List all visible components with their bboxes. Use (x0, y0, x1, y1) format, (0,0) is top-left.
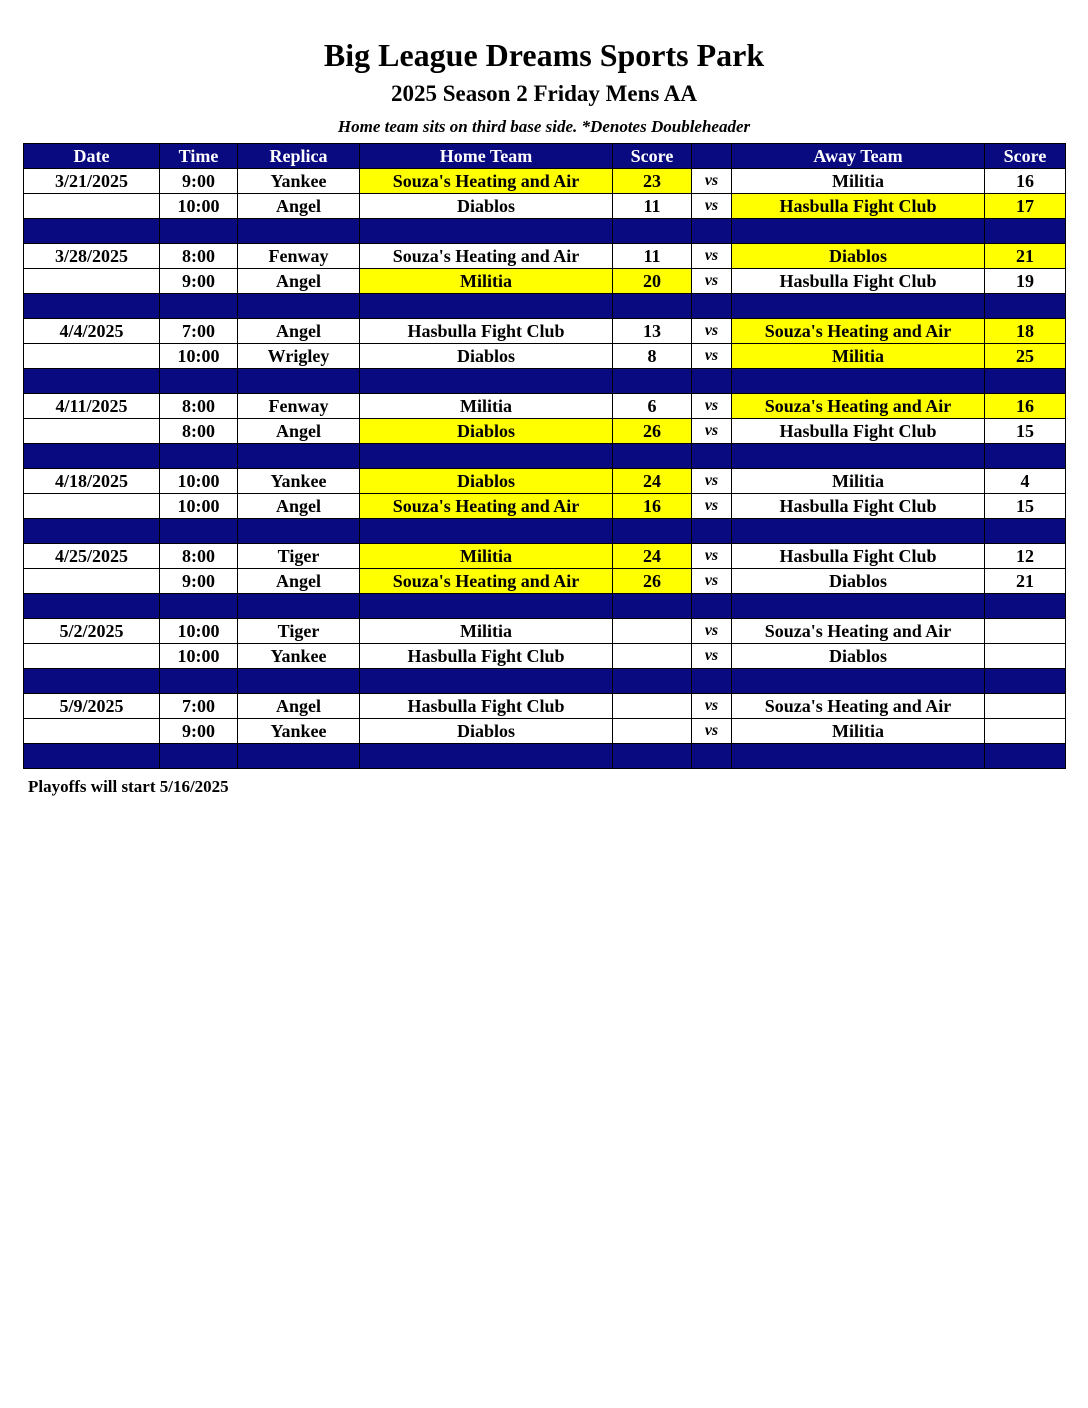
away-team-cell: Hasbulla Fight Club (732, 269, 985, 294)
home-score-cell: 8 (613, 344, 692, 369)
separator-cell (360, 294, 613, 319)
separator-cell (613, 294, 692, 319)
separator-cell (160, 594, 238, 619)
home-team-cell: Souza's Heating and Air (360, 169, 613, 194)
home-score-cell: 13 (613, 319, 692, 344)
date-cell: 4/25/2025 (24, 544, 160, 569)
separator-cell (238, 744, 360, 769)
home-team-cell: Souza's Heating and Air (360, 569, 613, 594)
separator-cell (985, 744, 1066, 769)
time-cell: 10:00 (160, 194, 238, 219)
header-home-team: Home Team (360, 144, 613, 169)
separator-cell (24, 669, 160, 694)
separator-cell (985, 294, 1066, 319)
separator-cell (160, 444, 238, 469)
home-score-cell: 26 (613, 419, 692, 444)
date-cell (24, 344, 160, 369)
away-team-cell: Souza's Heating and Air (732, 694, 985, 719)
date-cell: 5/2/2025 (24, 619, 160, 644)
separator-cell (238, 669, 360, 694)
replica-cell: Angel (238, 494, 360, 519)
week-separator (24, 444, 1066, 469)
home-score-cell: 20 (613, 269, 692, 294)
home-score-cell: 11 (613, 194, 692, 219)
separator-cell (613, 444, 692, 469)
date-cell: 4/18/2025 (24, 469, 160, 494)
week-separator (24, 219, 1066, 244)
time-cell: 10:00 (160, 494, 238, 519)
replica-cell: Tiger (238, 619, 360, 644)
home-team-cell: Diablos (360, 194, 613, 219)
vs-cell: vs (692, 269, 732, 294)
vs-cell: vs (692, 619, 732, 644)
away-score-cell: 18 (985, 319, 1066, 344)
week-separator (24, 519, 1066, 544)
time-cell: 8:00 (160, 544, 238, 569)
home-team-cell: Hasbulla Fight Club (360, 644, 613, 669)
week-separator (24, 744, 1066, 769)
separator-cell (238, 519, 360, 544)
header-row (24, 144, 1066, 169)
date-cell (24, 494, 160, 519)
away-team-cell: Hasbulla Fight Club (732, 419, 985, 444)
separator-cell (360, 594, 613, 619)
away-team-cell: Hasbulla Fight Club (732, 194, 985, 219)
away-score-cell: 15 (985, 494, 1066, 519)
separator-cell (160, 744, 238, 769)
away-team-cell: Diablos (732, 644, 985, 669)
separator-cell (24, 444, 160, 469)
home-score-cell: 24 (613, 469, 692, 494)
separator-cell (613, 744, 692, 769)
separator-cell (238, 294, 360, 319)
home-score-cell: 16 (613, 494, 692, 519)
away-team-cell: Militia (732, 344, 985, 369)
vs-cell: vs (692, 494, 732, 519)
separator-cell (985, 669, 1066, 694)
separator-cell (24, 219, 160, 244)
separator-cell (24, 294, 160, 319)
game-row (24, 169, 1066, 194)
separator-cell (24, 369, 160, 394)
home-team-cell: Hasbulla Fight Club (360, 694, 613, 719)
date-cell (24, 719, 160, 744)
time-cell: 8:00 (160, 244, 238, 269)
date-cell (24, 419, 160, 444)
away-team-cell: Souza's Heating and Air (732, 394, 985, 419)
separator-cell (360, 444, 613, 469)
away-score-cell: 17 (985, 194, 1066, 219)
separator-cell (238, 369, 360, 394)
game-row (24, 394, 1066, 419)
home-team-cell: Militia (360, 619, 613, 644)
separator-cell (613, 669, 692, 694)
separator-cell (360, 519, 613, 544)
away-team-cell: Diablos (732, 244, 985, 269)
separator-cell (160, 669, 238, 694)
time-cell: 7:00 (160, 694, 238, 719)
away-team-cell: Hasbulla Fight Club (732, 494, 985, 519)
home-score-cell: 6 (613, 394, 692, 419)
home-team-cell: Souza's Heating and Air (360, 494, 613, 519)
away-team-cell: Souza's Heating and Air (732, 619, 985, 644)
separator-cell (238, 594, 360, 619)
away-score-cell: 12 (985, 544, 1066, 569)
separator-cell (24, 594, 160, 619)
separator-cell (692, 519, 732, 544)
game-row (24, 194, 1066, 219)
separator-cell (732, 519, 985, 544)
separator-cell (985, 444, 1066, 469)
vs-cell: vs (692, 319, 732, 344)
page-title: Big League Dreams Sports Park (323, 37, 765, 73)
separator-cell (732, 219, 985, 244)
away-score-cell: 19 (985, 269, 1066, 294)
separator-cell (360, 219, 613, 244)
separator-cell (732, 369, 985, 394)
date-cell: 5/9/2025 (24, 694, 160, 719)
separator-cell (732, 444, 985, 469)
away-score-cell (985, 719, 1066, 744)
replica-cell: Fenway (238, 394, 360, 419)
time-cell: 10:00 (160, 644, 238, 669)
game-row (24, 494, 1066, 519)
away-score-cell (985, 619, 1066, 644)
vs-cell: vs (692, 694, 732, 719)
vs-cell: vs (692, 194, 732, 219)
separator-cell (692, 369, 732, 394)
separator-cell (160, 294, 238, 319)
separator-cell (692, 219, 732, 244)
header-replica: Replica (238, 144, 360, 169)
game-row (24, 419, 1066, 444)
home-team-cell: Militia (360, 544, 613, 569)
separator-cell (238, 219, 360, 244)
game-row (24, 719, 1066, 744)
vs-cell: vs (692, 569, 732, 594)
time-cell: 9:00 (160, 169, 238, 194)
schedule-note: Home team sits on third base side. *Denotes Doubleheader (337, 117, 751, 136)
time-cell: 8:00 (160, 419, 238, 444)
replica-cell: Angel (238, 269, 360, 294)
vs-cell: vs (692, 169, 732, 194)
home-team-cell: Militia (360, 269, 613, 294)
replica-cell: Yankee (238, 469, 360, 494)
away-score-cell (985, 644, 1066, 669)
header-home-score: Score (613, 144, 692, 169)
separator-cell (985, 369, 1066, 394)
week-separator (24, 669, 1066, 694)
separator-cell (160, 369, 238, 394)
away-score-cell (985, 694, 1066, 719)
separator-cell (732, 744, 985, 769)
vs-cell: vs (692, 469, 732, 494)
time-cell: 10:00 (160, 619, 238, 644)
playoffs-note: Playoffs will start 5/16/2025 (28, 777, 229, 796)
home-team-cell: Diablos (360, 719, 613, 744)
home-score-cell (613, 644, 692, 669)
separator-cell (160, 519, 238, 544)
away-team-cell: Diablos (732, 569, 985, 594)
week-separator (24, 294, 1066, 319)
replica-cell: Angel (238, 319, 360, 344)
separator-cell (360, 369, 613, 394)
separator-cell (360, 744, 613, 769)
away-score-cell: 4 (985, 469, 1066, 494)
separator-cell (692, 444, 732, 469)
replica-cell: Yankee (238, 169, 360, 194)
away-score-cell: 25 (985, 344, 1066, 369)
game-row (24, 644, 1066, 669)
header-date: Date (24, 144, 160, 169)
game-row (24, 244, 1066, 269)
home-team-cell: Militia (360, 394, 613, 419)
home-team-cell: Diablos (360, 469, 613, 494)
away-score-cell: 15 (985, 419, 1066, 444)
game-row (24, 469, 1066, 494)
vs-cell: vs (692, 719, 732, 744)
replica-cell: Angel (238, 569, 360, 594)
home-score-cell (613, 619, 692, 644)
away-score-cell: 21 (985, 244, 1066, 269)
home-team-cell: Souza's Heating and Air (360, 244, 613, 269)
separator-cell (732, 294, 985, 319)
date-cell (24, 569, 160, 594)
header-time: Time (160, 144, 238, 169)
separator-cell (613, 219, 692, 244)
separator-cell (732, 594, 985, 619)
replica-cell: Angel (238, 419, 360, 444)
replica-cell: Yankee (238, 644, 360, 669)
game-row (24, 694, 1066, 719)
separator-cell (360, 669, 613, 694)
separator-cell (692, 744, 732, 769)
away-score-cell: 16 (985, 394, 1066, 419)
separator-cell (692, 294, 732, 319)
schedule-table (23, 143, 1066, 769)
away-score-cell: 16 (985, 169, 1066, 194)
separator-cell (613, 369, 692, 394)
home-score-cell: 11 (613, 244, 692, 269)
game-row (24, 569, 1066, 594)
game-row (24, 344, 1066, 369)
week-separator (24, 594, 1066, 619)
week-separator (24, 369, 1066, 394)
page-subtitle: 2025 Season 2 Friday Mens AA (390, 81, 698, 106)
away-team-cell: Souza's Heating and Air (732, 319, 985, 344)
separator-cell (24, 519, 160, 544)
time-cell: 10:00 (160, 469, 238, 494)
date-cell: 3/28/2025 (24, 244, 160, 269)
home-score-cell (613, 694, 692, 719)
time-cell: 9:00 (160, 569, 238, 594)
game-row (24, 319, 1066, 344)
separator-cell (985, 519, 1066, 544)
header-away-team: Away Team (732, 144, 985, 169)
replica-cell: Angel (238, 694, 360, 719)
time-cell: 8:00 (160, 394, 238, 419)
separator-cell (238, 444, 360, 469)
home-score-cell: 24 (613, 544, 692, 569)
separator-cell (692, 594, 732, 619)
date-cell (24, 644, 160, 669)
vs-cell: vs (692, 344, 732, 369)
home-team-cell: Diablos (360, 419, 613, 444)
separator-cell (732, 669, 985, 694)
schedule-body (24, 169, 1066, 769)
separator-cell (985, 594, 1066, 619)
home-team-cell: Diablos (360, 344, 613, 369)
separator-cell (985, 219, 1066, 244)
separator-cell (24, 744, 160, 769)
away-team-cell: Hasbulla Fight Club (732, 544, 985, 569)
header-vs (692, 144, 732, 169)
time-cell: 10:00 (160, 344, 238, 369)
home-score-cell: 23 (613, 169, 692, 194)
game-row (24, 269, 1066, 294)
vs-cell: vs (692, 544, 732, 569)
separator-cell (613, 519, 692, 544)
date-cell: 3/21/2025 (24, 169, 160, 194)
away-team-cell: Militia (732, 469, 985, 494)
home-score-cell (613, 719, 692, 744)
time-cell: 9:00 (160, 269, 238, 294)
replica-cell: Yankee (238, 719, 360, 744)
replica-cell: Tiger (238, 544, 360, 569)
game-row (24, 544, 1066, 569)
separator-cell (613, 594, 692, 619)
away-team-cell: Militia (732, 719, 985, 744)
header-away-score: Score (985, 144, 1066, 169)
separator-cell (692, 669, 732, 694)
home-team-cell: Hasbulla Fight Club (360, 319, 613, 344)
vs-cell: vs (692, 644, 732, 669)
date-cell: 4/11/2025 (24, 394, 160, 419)
date-cell (24, 269, 160, 294)
away-score-cell: 21 (985, 569, 1066, 594)
replica-cell: Angel (238, 194, 360, 219)
vs-cell: vs (692, 394, 732, 419)
date-cell (24, 194, 160, 219)
time-cell: 9:00 (160, 719, 238, 744)
separator-cell (160, 219, 238, 244)
vs-cell: vs (692, 244, 732, 269)
replica-cell: Fenway (238, 244, 360, 269)
game-row (24, 619, 1066, 644)
replica-cell: Wrigley (238, 344, 360, 369)
away-team-cell: Militia (732, 169, 985, 194)
home-score-cell: 26 (613, 569, 692, 594)
time-cell: 7:00 (160, 319, 238, 344)
date-cell: 4/4/2025 (24, 319, 160, 344)
vs-cell: vs (692, 419, 732, 444)
